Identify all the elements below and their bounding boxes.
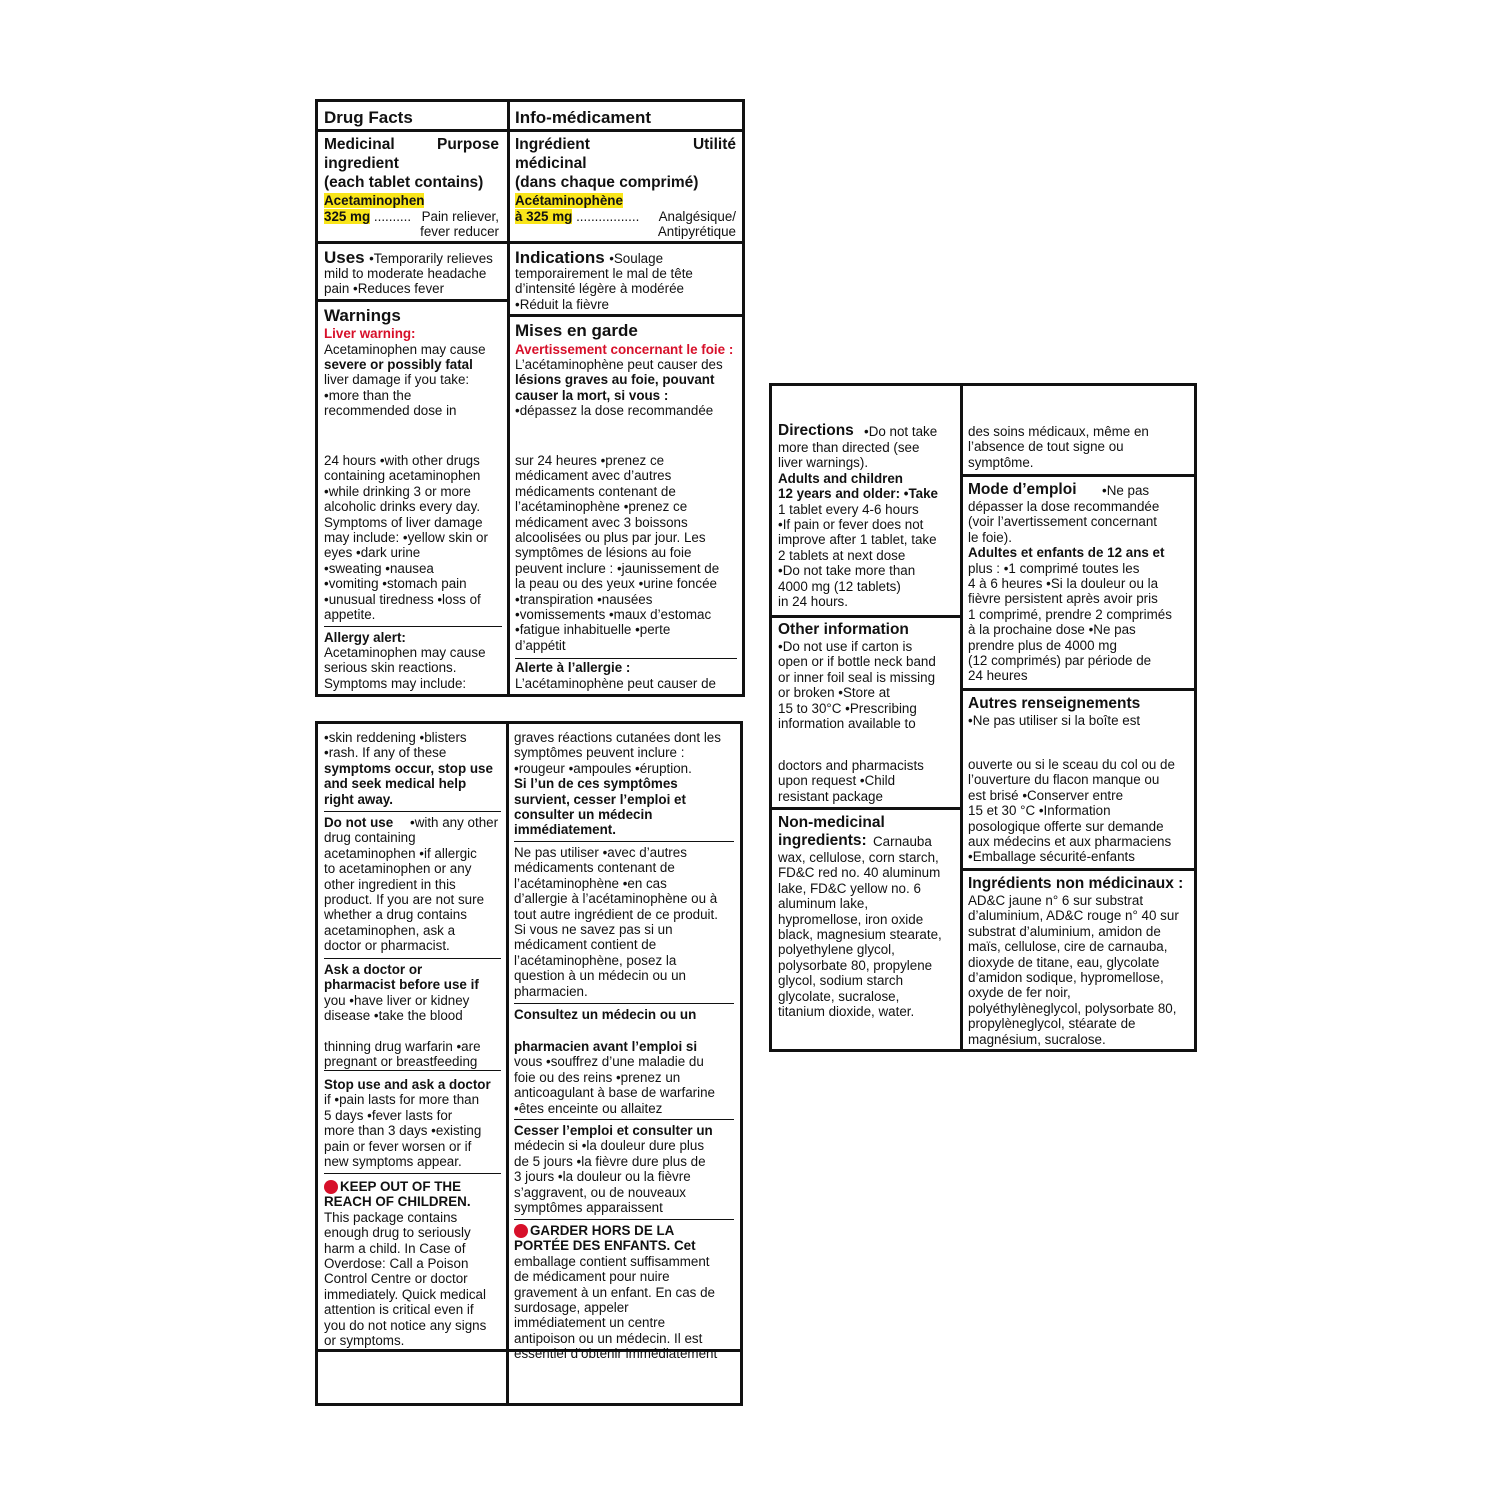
column-divider	[507, 102, 510, 694]
do-not-use-text-fr: pharmacien.	[514, 983, 588, 999]
mode-emploi-text: •Ne pas	[1102, 483, 1150, 498]
liver-warning-text-fr: l’acétaminophène •prenez ce	[515, 499, 688, 515]
ingredients-non-medicinaux-text: dioxyde de titane, eau, glycolate	[968, 954, 1160, 970]
keep-out-of-reach-text-fr: PORTÉE DES ENFANTS. Cet	[514, 1238, 696, 1254]
ingredients-non-medicinaux-text: maïs, cellulose, cire de carnauba,	[968, 939, 1168, 955]
active-ingredient-name: Acetaminophen	[324, 193, 425, 208]
directions-text: •Do not take	[864, 424, 938, 439]
keep-out-of-reach-text-fr: surdosage, appeler	[514, 1300, 629, 1315]
mode-emploi-text: prendre plus de 4000 mg	[968, 637, 1117, 653]
liver-warning-text: Acetaminophen may cause	[324, 342, 486, 357]
liver-warning-text-fr: sur 24 heures •prenez ce	[515, 453, 665, 468]
continued-text-fr: l’absence de tout signe ou	[968, 439, 1124, 455]
ingredient-header: Medicinal	[324, 136, 395, 153]
directions-text: •If pain or fever does not	[778, 517, 924, 532]
skin-reaction-text: right away.	[324, 791, 393, 807]
liver-warning-text: alcoholic drinks every day.	[324, 499, 481, 515]
do-not-use-text: product. If you are not sure	[324, 892, 485, 907]
directions-text: more than directed (see	[778, 440, 920, 455]
liver-warning-text-fr: alcoolisées ou plus par jour. Les	[515, 530, 706, 545]
keep-out-of-reach-text-fr: emballage contient suffisamment	[514, 1253, 710, 1269]
mode-emploi-text: (12 comprimés) par période de	[968, 653, 1152, 668]
uses-text: pain •Reduces fever	[324, 281, 445, 296]
ask-doctor-text-fr: vous •souffrez d’une maladie du	[514, 1054, 704, 1070]
allergy-alert-heading-fr: Alerte à l’allergie :	[515, 660, 631, 675]
keep-out-of-reach-text-fr: essentiel d’obtenir immédiatement	[514, 1346, 718, 1362]
mode-emploi-text: 24 heures	[968, 668, 1028, 684]
liver-warning-text: liver damage if you take:	[324, 372, 470, 387]
non-medicinal-text: aluminum lake,	[778, 896, 869, 912]
directions-text: in 24 hours.	[778, 594, 848, 609]
autres-renseignements-text: posologique offerte sur demande	[968, 818, 1164, 834]
skin-reaction-text-fr: Si l’un de ces symptômes	[514, 776, 678, 792]
liver-warning-text-fr: médicament avec d’autres	[515, 468, 672, 484]
ask-doctor-text: pregnant or breastfeeding	[324, 1054, 478, 1070]
active-ingredient-dose: 325 mg	[324, 209, 371, 224]
liver-warning-text: containing acetaminophen	[324, 468, 481, 484]
autres-renseignements-text: l’ouverture du flacon manque ou	[968, 772, 1160, 788]
other-information-text: information available to	[778, 716, 916, 731]
keep-out-of-reach-text-fr: de médicament pour nuire	[514, 1269, 670, 1285]
do-not-use-text: other ingredient in this	[324, 876, 456, 892]
liver-warning-heading: Liver warning:	[324, 326, 416, 341]
non-medicinal-heading: ingredients:	[778, 832, 867, 849]
ingredient-header-line-fr: médicinal	[515, 155, 587, 172]
liver-warning-text-fr: médicament avec 3 boissons	[515, 514, 688, 530]
mode-emploi-text: fièvre persistent après avoir pris	[968, 591, 1158, 607]
ingredients-non-medicinaux-text: d’aluminium, AD&C rouge n° 40 sur	[968, 908, 1179, 924]
do-not-use-text-fr: l’acétaminophène, posez la	[514, 952, 677, 968]
non-medicinal-heading: Non-medicinal	[778, 814, 885, 831]
do-not-use-text-fr: médicament contient de	[514, 937, 657, 953]
keep-out-of-reach-text: enough drug to seriously	[324, 1225, 471, 1241]
indications-text: temporairement le mal de tête	[515, 266, 693, 281]
directions-text: improve after 1 tablet, take	[778, 532, 937, 548]
autres-renseignements-text: aux médecins et aux pharmaciens	[968, 834, 1172, 849]
allergy-alert-text-fr: L’acétaminophène peut causer de	[515, 676, 717, 691]
column-divider	[960, 386, 963, 1049]
other-information-heading: Other information	[778, 621, 909, 638]
uses-text: mild to moderate headache	[324, 266, 487, 281]
stop-use-text: pain or fever worsen or if	[324, 1138, 472, 1154]
indications-section	[515, 248, 663, 268]
do-not-use-text: drug containing	[324, 830, 416, 846]
non-medicinal-text: Carnauba	[873, 834, 932, 849]
ask-doctor-text: you •have liver or kidney	[324, 992, 470, 1008]
keep-out-of-reach-text: Overdose: Call a Poison	[324, 1256, 469, 1271]
other-information-text: open or if bottle neck band	[778, 654, 936, 670]
active-ingredient-dose-fr: à 325 mg	[515, 209, 573, 224]
stop-use-text: Stop use and ask a doctor	[324, 1077, 491, 1092]
autres-renseignements-text: ouverte ou si le sceau du col ou de	[968, 757, 1175, 772]
do-not-use-text-fr: question à un médecin ou un	[514, 968, 686, 984]
uses-section	[324, 248, 493, 268]
warnings-heading: Warnings	[324, 306, 401, 325]
keep-out-of-reach-text: KEEP OUT OF THE	[340, 1179, 462, 1194]
liver-warning-text: •unusual tiredness •loss of	[324, 591, 481, 607]
ask-doctor-text-fr: •êtes enceinte ou allaitez	[514, 1100, 663, 1116]
liver-warning-text: eyes •dark urine	[324, 545, 421, 561]
liver-warning-text-fr: la peau ou des yeux •urine foncée	[515, 576, 717, 592]
non-medicinal-text: lake, FD&C yellow no. 6	[778, 880, 921, 896]
skin-reaction-text: •skin reddening •blisters	[324, 730, 467, 745]
liver-warning-text-fr: peuvent inclure : •jaunissement de	[515, 560, 720, 576]
red-stop-dot-icon	[324, 1180, 338, 1194]
continued-text-fr: symptôme.	[968, 454, 1034, 470]
stop-use-text-fr: 3 jours •la douleur ou la fièvre	[514, 1169, 691, 1185]
ingredient-header-line: (each tablet contains)	[324, 174, 484, 191]
skin-reaction-text: and seek medical help	[324, 776, 467, 792]
info-medicament-title: Info-médicament	[515, 108, 652, 127]
allergy-alert-text: Symptoms may include:	[324, 676, 467, 691]
directions-text: liver warnings).	[778, 455, 869, 471]
ask-doctor-text: pharmacist before use if	[324, 977, 479, 993]
liver-warning-text: may include: •yellow skin or	[324, 530, 488, 545]
mode-emploi-text: 4 à 6 heures •Si la douleur ou la	[968, 576, 1159, 591]
ask-doctor-text: Ask a doctor or	[324, 962, 423, 977]
uses-heading: Uses	[324, 248, 365, 267]
do-not-use-text: to acetaminophen or any	[324, 861, 472, 877]
mode-emploi-text: 1 comprimé, prendre 2 comprimés	[968, 606, 1172, 622]
ingredients-non-medicinaux-text: oxyde de fer noir,	[968, 985, 1071, 1001]
active-ingredient-name-fr: Acétaminophène	[515, 193, 623, 208]
directions-text: 4000 mg (12 tablets)	[778, 578, 901, 594]
skin-reaction-text-fr: survient, cesser l’emploi et	[514, 791, 686, 807]
skin-reaction-text-fr: symptômes peuvent inclure :	[514, 745, 685, 761]
allergy-alert-text: serious skin reactions.	[324, 660, 457, 675]
purpose-text-fr: Antipyrétique	[657, 224, 736, 239]
do-not-use-text-fr: d’allergie à l’acétaminophène ou à	[514, 891, 718, 907]
mode-emploi-text: dépasser la dose recommandée	[968, 499, 1160, 514]
ask-doctor-text-fr: anticoagulant à base de warfarine	[514, 1085, 715, 1101]
purpose-header: Purpose	[436, 136, 499, 153]
directions-text: 12 years and older: •Take	[778, 486, 938, 502]
non-medicinal-text: hypromellose, iron oxide	[778, 911, 924, 927]
ask-doctor-text-fr: pharmacien avant l’emploi si	[514, 1039, 698, 1054]
liver-warning-text: •vomiting •stomach pain	[324, 576, 467, 592]
liver-warning-text-fr: symptômes de lésions au foie	[515, 545, 692, 561]
liver-warning-text-fr: •dépassez la dose recommandée	[515, 403, 714, 418]
autres-renseignements-text: est brisé •Conserver entre	[968, 787, 1124, 803]
ask-doctor-text-fr: foie ou des reins •prenez un	[514, 1069, 681, 1085]
keep-out-of-reach-text-fr: antipoison ou un médecin. Il est	[514, 1330, 703, 1346]
stop-use-text: new symptoms appear.	[324, 1154, 462, 1169]
non-medicinal-text: FD&C red no. 40 aluminum	[778, 865, 941, 881]
other-information-text: doctors and pharmacists	[778, 758, 924, 773]
liver-warning-text-fr: •fatigue inhabituelle •perte	[515, 622, 671, 638]
mode-emploi-text: plus : •1 comprimé toutes les	[968, 560, 1140, 576]
keep-out-of-reach-text: harm a child. In Case of	[324, 1240, 466, 1256]
drug-facts-panel-3	[769, 383, 1197, 1052]
liver-warning-text: •more than the	[324, 388, 412, 403]
ingredients-non-medicinaux-text: magnésium, sucralose.	[968, 1031, 1106, 1047]
non-medicinal-text: polyethylene glycol,	[778, 942, 895, 958]
column-divider	[506, 724, 509, 1403]
skin-reaction-text-fr: consulter un médecin	[514, 807, 653, 822]
drug-facts-panel-1	[315, 99, 745, 697]
liver-warning-text-fr: médicaments contenant de	[515, 483, 676, 499]
purpose-text: Pain reliever,	[421, 209, 499, 224]
stop-use-text-fr: médecin si •la douleur dure plus	[514, 1138, 705, 1154]
liver-warning-text: •sweating •nausea	[324, 560, 434, 576]
mode-emploi-text: le foie).	[968, 529, 1012, 545]
allergy-alert-heading: Allergy alert:	[324, 630, 406, 645]
mode-emploi-text: (voir l’avertissement concernant	[968, 514, 1158, 530]
do-not-use-text-fr: médicaments contenant de	[514, 860, 675, 876]
liver-warning-text-fr: lésions graves au foie, pouvant	[515, 372, 715, 387]
mode-emploi-text: Adultes et enfants de 12 ans et	[968, 545, 1165, 561]
keep-out-of-reach-text-fr: immédiatement un centre	[514, 1315, 666, 1331]
drug-facts-panel-2	[315, 721, 743, 1406]
ingredient-header-fr: Ingrédient	[515, 136, 590, 153]
do-not-use-text: whether a drug contains	[324, 907, 467, 923]
stop-use-text-fr: de 5 jours •la fièvre dure plus de	[514, 1153, 706, 1169]
liver-warning-text: •while drinking 3 or more	[324, 483, 471, 499]
indications-text: •Réduit la fièvre	[515, 297, 610, 312]
ingredients-non-medicinaux-text: AD&C jaune n° 6 sur substrat	[968, 893, 1144, 908]
stop-use-text-fr: s’aggravent, ou de nouveaux	[514, 1184, 686, 1200]
indications-text: d’intensité légère à modérée	[515, 281, 684, 296]
liver-warning-text-fr: d’appétit	[515, 637, 566, 653]
stop-use-text-fr: Cesser l’emploi et consulter un	[514, 1123, 713, 1138]
ingredients-non-medicinaux-text: polyéthylèneglycol, polysorbate 80,	[968, 1000, 1177, 1016]
do-not-use-text: acetaminophen •if allergic	[324, 845, 477, 861]
keep-out-of-reach-text: attention is critical even if	[324, 1302, 474, 1318]
autres-renseignements-text: •Ne pas utiliser si la boîte est	[968, 713, 1141, 728]
drug-facts-title: Drug Facts	[324, 108, 413, 127]
skin-reaction-text: •rash. If any of these	[324, 745, 447, 761]
liver-warning-text-fr: •transpiration •nausées	[515, 591, 653, 607]
keep-out-of-reach-text: you do not notice any signs	[324, 1317, 487, 1333]
non-medicinal-text: glycol, sodium starch	[778, 973, 904, 989]
directions-text: 2 tablets at next dose	[778, 547, 906, 563]
autres-renseignements-text: 15 et 30 °C •Information	[968, 803, 1111, 819]
liver-warning-text-fr: causer la mort, si vous :	[515, 388, 669, 403]
ingredient-header-line: ingredient	[324, 155, 399, 172]
ask-doctor-text: thinning drug warfarin •are	[324, 1039, 481, 1054]
purpose-text: fever reducer	[420, 224, 499, 239]
skin-reaction-text: symptoms occur, stop use	[324, 760, 493, 776]
non-medicinal-text: polysorbate 80, propylene	[778, 957, 933, 973]
do-not-use-text-fr: l’acétaminophène •en cas	[514, 875, 667, 891]
ingredients-non-medicinaux-heading: Ingrédients non médicinaux :	[968, 875, 1184, 892]
uses-text: •Temporarily relieves	[369, 251, 493, 266]
keep-out-of-reach-text-fr: GARDER HORS DE LA	[530, 1223, 675, 1238]
ingredients-non-medicinaux-text: substrat d’aluminium, amidon de	[968, 923, 1161, 939]
ask-doctor-text-fr: Consultez un médecin ou un	[514, 1007, 697, 1022]
other-information-text: or broken •Store at	[778, 685, 890, 701]
skin-reaction-text-fr: immédiatement.	[514, 822, 616, 838]
purpose-header-fr: Utilité	[692, 136, 736, 153]
directions-text: •Do not take more than	[778, 563, 916, 579]
autres-renseignements-text: •Emballage sécurité-enfants	[968, 849, 1135, 865]
keep-out-of-reach-text: immediately. Quick medical	[324, 1286, 486, 1302]
liver-warning-heading-fr: Avertissement concernant le foie :	[515, 342, 734, 357]
do-not-use-text: doctor or pharmacist.	[324, 938, 450, 954]
directions-text: Adults and children	[778, 470, 903, 486]
liver-warning-text: 24 hours •with other drugs	[324, 453, 480, 468]
skin-reaction-text-fr: graves réactions cutanées dont les	[514, 730, 721, 745]
non-medicinal-text: titanium dioxide, water.	[778, 1004, 915, 1019]
liver-warning-text: recommended dose in	[324, 403, 457, 418]
do-not-use-text-fr: tout autre ingrédient de ce produit.	[514, 906, 718, 922]
mises-en-garde-heading: Mises en garde	[515, 321, 638, 340]
keep-out-of-reach-text-fr: gravement à un enfant. En cas de	[514, 1284, 715, 1300]
keep-out-of-reach-text: or symptoms.	[324, 1333, 405, 1348]
keep-out-of-reach-text: This package contains	[324, 1209, 458, 1225]
stop-use-text: more than 3 days •existing	[324, 1123, 482, 1139]
stop-use-text: 5 days •fever lasts for	[324, 1107, 453, 1123]
liver-warning-text: Symptoms of liver damage	[324, 514, 483, 530]
skin-reaction-text-fr: •rougeur •ampoules •éruption.	[514, 760, 692, 776]
ingredients-non-medicinaux-text: propylèneglycol, stéarate de	[968, 1016, 1136, 1032]
liver-warning-text: severe or possibly fatal	[324, 357, 473, 372]
do-not-use-text: acetaminophen, ask a	[324, 922, 456, 938]
other-information-text: or inner foil seal is missing	[778, 669, 936, 685]
directions-text: 1 tablet every 4-6 hours	[778, 501, 919, 517]
liver-warning-text: appetite.	[324, 607, 376, 622]
mode-emploi-heading: Mode d’emploi	[968, 481, 1077, 498]
other-information-text: •Do not use if carton is	[778, 639, 913, 654]
indications-text: •Soulage	[609, 251, 664, 266]
indications-heading: Indications	[515, 248, 605, 267]
liver-warning-text-fr: •vomissements •maux d’estomac	[515, 607, 712, 622]
allergy-alert-text: Acetaminophen may cause	[324, 645, 486, 660]
ingredients-non-medicinaux-text: d’amidon sodique, hypromellose,	[968, 970, 1164, 985]
stop-use-text-fr: symptômes apparaissent	[514, 1200, 663, 1215]
stop-use-text: if •pain lasts for more than	[324, 1092, 480, 1108]
keep-out-of-reach-text: REACH OF CHILDREN.	[324, 1194, 471, 1210]
other-information-text: 15 to 30°C •Prescribing	[778, 700, 917, 716]
other-information-text: upon request •Child	[778, 773, 896, 789]
mode-emploi-text: à la prochaine dose •Ne pas	[968, 622, 1136, 638]
autres-renseignements-heading: Autres renseignements	[968, 695, 1141, 712]
non-medicinal-text: glycolate, sucralose,	[778, 988, 900, 1004]
liver-warning-text-fr: L’acétaminophène peut causer des	[515, 357, 723, 372]
do-not-use-text: •with any other	[410, 815, 499, 830]
do-not-use-text-fr: Si vous ne savez pas si un	[514, 922, 673, 937]
directions-heading: Directions	[778, 422, 854, 439]
ingredient-header-line-fr: (dans chaque comprimé)	[515, 174, 699, 191]
leader-dots: ..........	[373, 209, 412, 224]
red-stop-dot-icon	[514, 1224, 528, 1238]
do-not-use-heading: Do not use	[324, 815, 397, 830]
do-not-use-text-fr: Ne pas utiliser •avec d’autres	[514, 845, 687, 860]
keep-out-of-reach-text: Control Centre or doctor	[324, 1271, 468, 1287]
continued-text-fr: des soins médicaux, même en	[968, 424, 1149, 439]
leader-dots: .................	[576, 209, 640, 224]
non-medicinal-text: black, magnesium stearate,	[778, 927, 942, 942]
non-medicinal-text: wax, cellulose, corn starch,	[778, 850, 939, 865]
other-information-text: resistant package	[778, 788, 883, 804]
purpose-text-fr: Analgésique/	[658, 209, 736, 224]
ask-doctor-text: disease •take the blood	[324, 1008, 463, 1024]
